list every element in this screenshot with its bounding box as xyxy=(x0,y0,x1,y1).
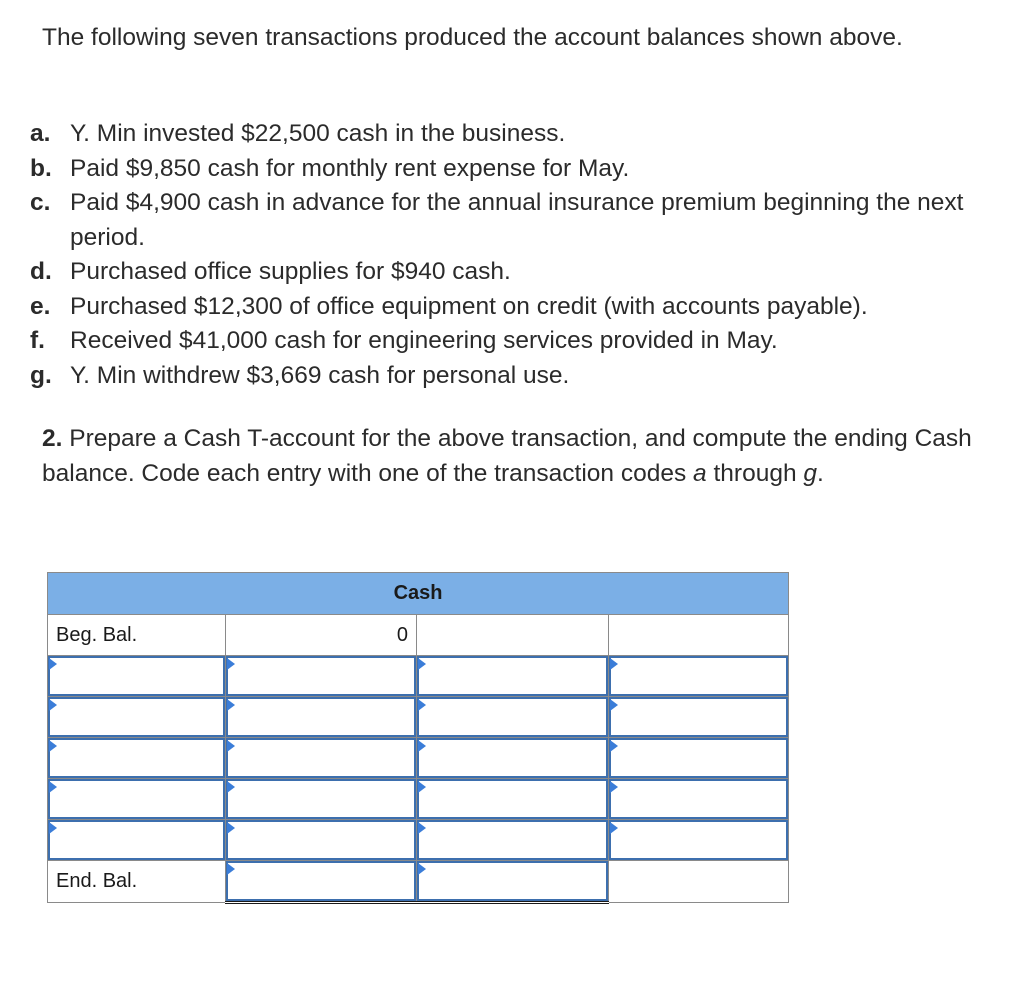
transaction-item xyxy=(30,324,1015,359)
debit-amount-input[interactable] xyxy=(226,697,416,737)
transaction-letter: d. xyxy=(30,258,52,285)
debit-amount-cell xyxy=(226,820,417,861)
transaction-item xyxy=(30,186,1015,255)
transaction-text: Received $41,000 cash for engineering services provided in May. xyxy=(70,327,778,354)
transaction-letter: e. xyxy=(30,292,51,320)
debit-amount-input[interactable] xyxy=(226,656,416,696)
debit-code-cell xyxy=(48,697,226,738)
beg-bal-credit xyxy=(609,615,789,656)
credit-code-cell xyxy=(417,738,609,779)
credit-amount-cell xyxy=(609,820,789,861)
debit-amount-cell xyxy=(226,738,417,779)
t-account-title: Cash xyxy=(48,573,789,615)
beg-bal-debit: 0 xyxy=(226,615,417,656)
debit-code-select[interactable] xyxy=(48,779,225,819)
transaction-text: Paid $9,850 cash for monthly rent expense for May. xyxy=(70,154,630,182)
end-bal-empty xyxy=(609,861,789,903)
debit-code-select[interactable] xyxy=(48,697,225,737)
transaction-list xyxy=(30,117,1015,393)
code-g: g xyxy=(803,459,818,487)
credit-code-cell xyxy=(417,656,609,697)
transaction-item xyxy=(30,290,1015,325)
transaction-item xyxy=(30,359,1015,394)
transaction-text: Y. Min withdrew $3,669 cash for personal use. xyxy=(70,361,570,389)
credit-code-cell xyxy=(417,779,609,820)
debit-amount-input[interactable] xyxy=(226,779,416,819)
end-bal-label: End. Bal. xyxy=(48,861,226,903)
credit-code-select[interactable] xyxy=(417,820,608,860)
question-text: Prepare a Cash T-account for the above transaction, and compute the ending Cash balance. Code each entry with one of the transaction codes xyxy=(42,425,972,487)
credit-amount-input[interactable] xyxy=(609,697,788,737)
credit-code-cell xyxy=(417,820,609,861)
debit-amount-input[interactable] xyxy=(226,738,416,778)
credit-code-select[interactable] xyxy=(417,656,608,696)
debit-code-select[interactable] xyxy=(48,820,225,860)
transaction-text: Purchased office supplies for $940 cash. xyxy=(70,258,511,285)
transaction-item xyxy=(30,152,1015,187)
cash-t-account xyxy=(47,572,789,904)
transaction-text: Y. Min invested $22,500 cash in the business. xyxy=(70,120,566,147)
credit-code-cell xyxy=(417,697,609,738)
debit-code-cell xyxy=(48,820,226,861)
question-text-end: . xyxy=(817,459,824,487)
credit-amount-input[interactable] xyxy=(609,779,788,819)
transaction-letter: g. xyxy=(30,361,52,389)
question-text-middle: through xyxy=(706,459,804,487)
credit-amount-cell xyxy=(609,656,789,697)
beg-bal-label: Beg. Bal. xyxy=(48,615,226,656)
question-number: 2. xyxy=(42,425,63,452)
credit-amount-cell xyxy=(609,697,789,738)
end-bal-debit-cell xyxy=(226,861,417,903)
transaction-letter: f. xyxy=(30,327,45,354)
debit-amount-cell xyxy=(226,779,417,820)
credit-amount-cell xyxy=(609,738,789,779)
debit-amount-input[interactable] xyxy=(226,820,416,860)
credit-code-select[interactable] xyxy=(417,779,608,819)
code-a: a xyxy=(693,459,707,487)
end-bal-credit-input[interactable] xyxy=(417,861,608,901)
credit-code-select[interactable] xyxy=(417,697,608,737)
transaction-item xyxy=(30,255,1015,290)
credit-code-select[interactable] xyxy=(417,738,608,778)
debit-amount-cell xyxy=(226,656,417,697)
credit-amount-input[interactable] xyxy=(609,738,788,778)
question-prompt xyxy=(42,422,1002,491)
debit-code-cell xyxy=(48,656,226,697)
end-bal-debit-input[interactable] xyxy=(226,861,416,901)
transaction-letter: a. xyxy=(30,120,51,147)
credit-amount-cell xyxy=(609,779,789,820)
debit-code-cell xyxy=(48,738,226,779)
transaction-item xyxy=(30,117,1015,152)
debit-code-select[interactable] xyxy=(48,738,225,778)
beg-bal-credit-code xyxy=(417,615,609,656)
transaction-text: Purchased $12,300 of office equipment on credit (with accounts payable). xyxy=(70,292,868,320)
intro-text: The following seven transactions produced the account balances shown above. xyxy=(42,24,903,51)
transaction-text: Paid $4,900 cash in advance for the annual insurance premium beginning the next period. xyxy=(70,189,964,251)
transaction-letter: b. xyxy=(30,154,52,182)
credit-amount-input[interactable] xyxy=(609,820,788,860)
transaction-letter: c. xyxy=(30,189,51,216)
credit-amount-input[interactable] xyxy=(609,656,788,696)
end-bal-credit-cell xyxy=(417,861,609,903)
debit-amount-cell xyxy=(226,697,417,738)
debit-code-cell xyxy=(48,779,226,820)
debit-code-select[interactable] xyxy=(48,656,225,696)
